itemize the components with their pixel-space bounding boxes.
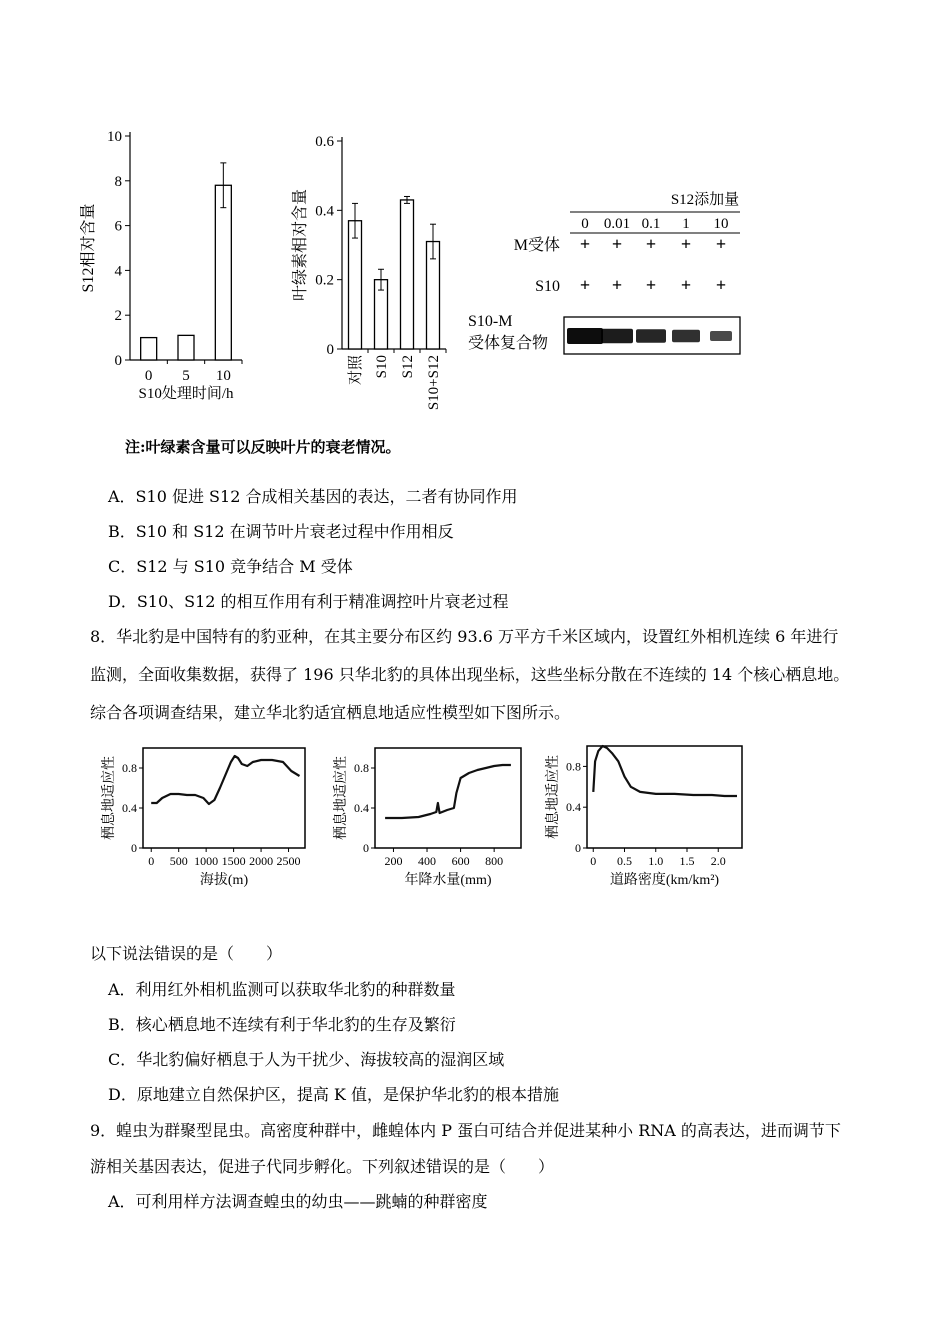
- x-tick-label: 0: [148, 854, 155, 868]
- x-tick-label: 2000: [249, 854, 274, 868]
- y-tick-label: 0.8: [354, 761, 369, 775]
- x-tick-label: S12: [400, 355, 416, 379]
- y-tick-label: 0.4: [354, 801, 369, 815]
- q7-option-a[interactable]: A．S10 促进 S12 合成相关基因的表达，二者有协同作用: [108, 487, 518, 506]
- q8-prompt: 以下说法错误的是（ ）: [90, 944, 283, 963]
- blot-plus-mark: +: [579, 275, 591, 295]
- y-tick-label: 2: [114, 308, 122, 325]
- blot-plus-mark: +: [611, 275, 623, 295]
- band-label-line2: 受体复合物: [468, 335, 549, 352]
- y-tick-label: 0.4: [315, 203, 334, 220]
- y-tick-label: 0: [131, 841, 137, 855]
- band-label-line1: S10-M: [468, 313, 513, 330]
- plot-frame: [143, 748, 305, 848]
- x-tick-label: 2500: [276, 854, 301, 868]
- y-tick-label: 0.8: [566, 759, 581, 774]
- x-axis-label: 年降水量(mm): [404, 873, 492, 888]
- bar-chart-chlorophyll: [291, 134, 446, 410]
- figure1: [80, 120, 780, 440]
- q7-option-c[interactable]: C．S12 与 S10 竞争结合 M 受体: [108, 557, 353, 576]
- blot-column-label: 0.1: [641, 216, 661, 232]
- y-tick-label: 0: [575, 841, 581, 855]
- y-tick-label: 0.4: [566, 800, 581, 815]
- x-tick-label: 800: [485, 854, 504, 868]
- x-tick-label: 10: [215, 368, 231, 384]
- q8-option-b[interactable]: B．核心栖息地不连续有利于华北豹的生存及繁衍: [108, 1015, 456, 1034]
- y-tick-label: 0: [363, 841, 369, 855]
- x-tick-label: 1.0: [648, 854, 664, 868]
- x-tick-label: 0.5: [617, 854, 632, 868]
- blot-plus-mark: +: [715, 234, 727, 254]
- y-axis-label: S12相对含量: [80, 203, 97, 293]
- q8-option-a[interactable]: A．利用红外相机监测可以获取华北豹的种群数量: [108, 980, 456, 999]
- blot-title: S12添加量: [670, 192, 740, 208]
- q8-stem-line2: 监测，全面收集数据，获得了 196 只华北豹的具体出现坐标，这些坐标分散在不连续的 14 个核心栖息地。: [90, 665, 850, 684]
- blot-band: [710, 331, 732, 341]
- q8-stem-line3: 综合各项调查结果，建立华北豹适宜栖息地适应性模型如下图所示。: [90, 703, 571, 722]
- plot-frame: [375, 748, 521, 848]
- q9-stem-line1: 9．蝗虫为群聚型昆虫。高密度种群中，雌蝗体内 P 蛋白可结合并促进某种小 RNA 的高表达，进而调节下: [90, 1121, 841, 1140]
- line-chart-precipitation: [332, 748, 521, 888]
- y-tick-label: 0.6: [315, 134, 334, 150]
- x-axis-label: S10处理时间/h: [138, 386, 234, 402]
- y-axis-label: 栖息地适应性: [334, 756, 349, 840]
- bar-10: [215, 185, 231, 360]
- y-tick-label: 0.4: [122, 801, 137, 815]
- bar-5: [178, 335, 194, 360]
- x-tick-label: 600: [451, 854, 470, 868]
- figure2: [85, 738, 765, 903]
- x-tick-label: 1000: [194, 854, 219, 868]
- q8-stem-line1: 8．华北豹是中国特有的豹亚种，在其主要分布区约 93.6 万平方千米区域内，设置红外相机连续 6 年进行: [90, 627, 839, 646]
- x-axis-label: 海拔(m): [199, 873, 249, 888]
- blot-band: [672, 330, 700, 343]
- bar-0: [141, 338, 157, 360]
- plot-frame: [587, 746, 742, 848]
- blot-band: [601, 329, 633, 344]
- blot-column-label: 1: [682, 216, 690, 232]
- y-tick-label: 4: [114, 263, 122, 280]
- y-axis-label: 叶绿素相对含量: [292, 188, 309, 302]
- x-tick-label: S10: [374, 355, 390, 379]
- x-tick-label: 1.5: [679, 854, 695, 868]
- x-tick-label: 0: [144, 368, 153, 384]
- blot-band: [636, 329, 666, 343]
- blot-plus-mark: +: [715, 275, 727, 295]
- blot-band: [567, 328, 603, 344]
- row-label-m-receptor: M受体: [513, 237, 560, 254]
- q7-option-b[interactable]: B．S10 和 S12 在调节叶片衰老过程中作用相反: [108, 522, 454, 541]
- y-tick-label: 0.2: [315, 272, 334, 289]
- line-chart-road-density: [544, 746, 742, 888]
- blot-column-label: 0.01: [603, 216, 631, 232]
- blot-plus-mark: +: [680, 234, 692, 254]
- y-tick-label: 6: [114, 218, 122, 235]
- q8-option-d[interactable]: D．原地建立自然保护区，提高 K 值，是保护华北豹的根本措施: [108, 1085, 559, 1104]
- blot-plus-mark: +: [645, 234, 657, 254]
- figure-note: 注:叶绿素含量可以反映叶片的衰老情况。: [125, 438, 401, 456]
- bar-对照: [349, 221, 362, 349]
- series-line: [593, 746, 737, 796]
- x-tick-label: S10+S12: [426, 355, 442, 411]
- x-tick-label: 400: [418, 854, 437, 868]
- x-tick-label: 1500: [221, 854, 246, 868]
- blot-column-label: 10: [713, 216, 729, 232]
- y-axis-label: 栖息地适应性: [102, 756, 117, 840]
- q9-stem-line2: 游相关基因表达，促进子代同步孵化。下列叙述错误的是（ ）: [90, 1157, 555, 1176]
- q7-option-d[interactable]: D．S10、S12 的相互作用有利于精准调控叶片衰老过程: [108, 592, 509, 611]
- row-label-s10: S10: [535, 278, 560, 295]
- bar-S12: [401, 200, 414, 349]
- y-tick-label: 0: [114, 353, 122, 369]
- y-tick-label: 0: [326, 342, 334, 358]
- y-tick-label: 8: [114, 173, 122, 190]
- blot-column-label: 0: [581, 216, 589, 232]
- y-tick-label: 0.8: [122, 761, 137, 775]
- line-chart-altitude: [100, 748, 305, 888]
- y-axis-label: 栖息地适应性: [546, 755, 561, 839]
- x-tick-label: 200: [384, 854, 403, 868]
- x-tick-label: 0: [590, 854, 597, 868]
- series-line: [151, 756, 299, 804]
- y-tick-label: 10: [107, 129, 122, 145]
- x-tick-label: 500: [169, 854, 188, 868]
- x-tick-label: 2.0: [710, 854, 726, 868]
- x-tick-label: 5: [182, 368, 190, 384]
- blot-plus-mark: +: [579, 234, 591, 254]
- blot-plus-mark: +: [645, 275, 657, 295]
- bar-chart-s12-content: [80, 129, 242, 402]
- western-blot-panel: [468, 191, 740, 354]
- q8-option-c[interactable]: C．华北豹偏好栖息于人为干扰少、海拔较高的湿润区域: [108, 1050, 505, 1069]
- x-tick-label: 对照: [348, 355, 364, 386]
- blot-plus-mark: +: [680, 275, 692, 295]
- x-axis-label: 道路密度(km/km²): [609, 873, 720, 888]
- series-line: [385, 765, 511, 818]
- blot-plus-mark: +: [611, 234, 623, 254]
- q9-option-a[interactable]: A．可利用样方法调查蝗虫的幼虫——跳蝻的种群密度: [108, 1192, 488, 1211]
